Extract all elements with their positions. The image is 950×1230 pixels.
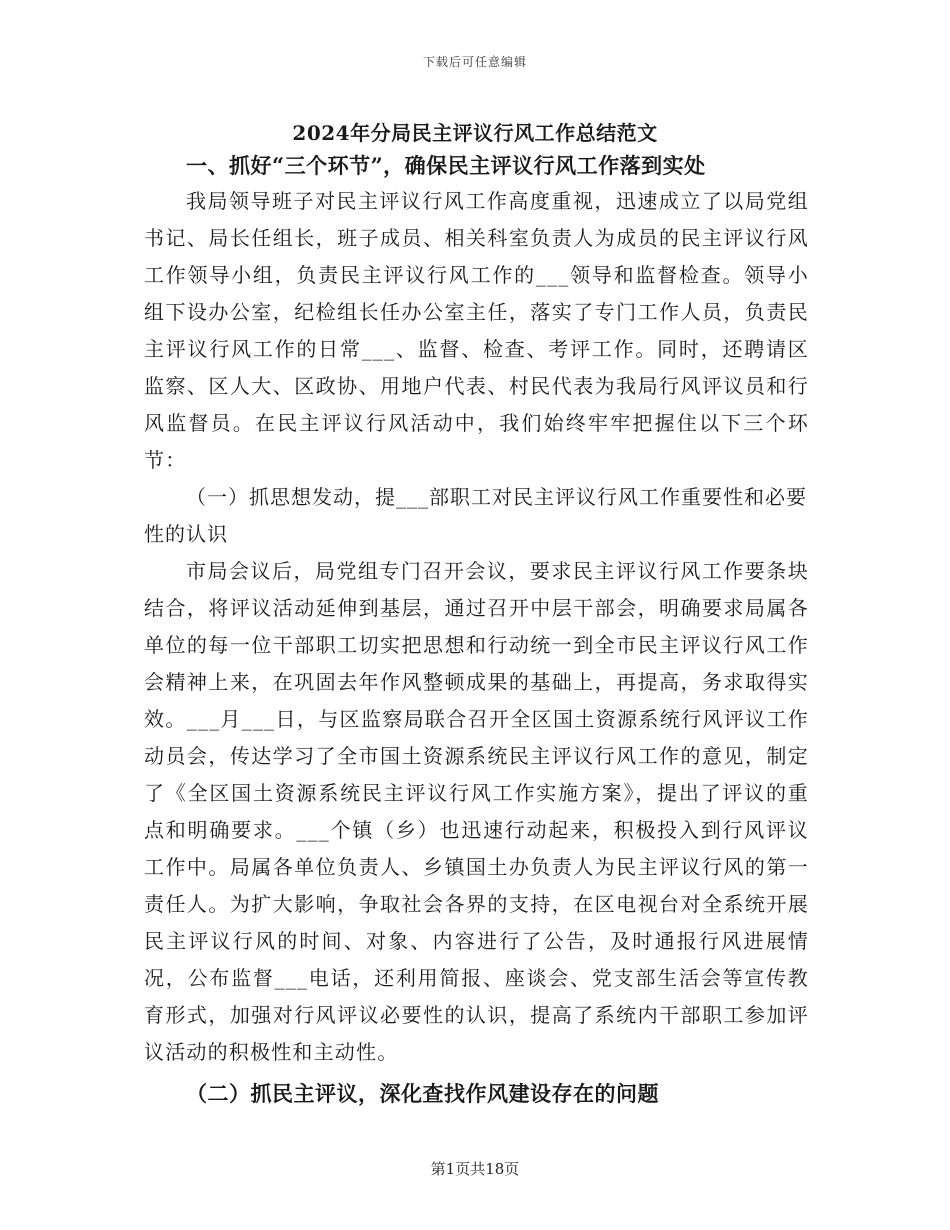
document-body bbox=[144, 183, 809, 1112]
document-title: 2024年分局民主评议行风工作总结范文 bbox=[292, 121, 658, 145]
page-footer: 第1页共18页 bbox=[430, 1160, 520, 1178]
header-note: 下载后可任意编辑 bbox=[422, 55, 527, 69]
section-heading: 一、抓好“三个环节”，确保民主评议行风工作落到实处 bbox=[186, 153, 706, 178]
paragraph-intro: 我局领导班子对民主评议行风工作高度重视，迅速成立了以局党组书记、局长任组长，班子成员、相关科室负责人为成员的民主评议行风工作领导小组，负责民主评议行风工作的___领导和监督检查。领导小组下设办公室，纪检组长任办公室主任，落实了专门工作人员，负责民主评议行风工作的日常___、监督、检查、考评工作。同时，还聘请区监察、区人大、区政协、用地户代表、村民代表为我局行风评议员和行风监督员。在民主评议行风活动中，我们始终牢牢把握住以下三个环节： bbox=[144, 189, 809, 472]
subheading-1: （一）抓思想发动，提___部职工对民主评议行风工作重要性和必要性的认识 bbox=[144, 485, 807, 546]
subheading-2: （二）抓民主评议，深化查找作风建设存在的问题 bbox=[186, 1081, 659, 1106]
paragraph-body: 市局会议后，局党组专门召开会议，要求民主评议行风工作要条块结合，将评议活动延伸到基层，通过召开中层干部会，明确要求局属各单位的每一位干部职工切实把思想和行动统一到全市民主评议行风工作会精神上来，在巩固去年作风整顿成果的基础上，再提高，务求取得实效。___月___日，与区监察局联合召开全区国土资源系统行风评议工作动员会，传达学习了全市国土资源系统民主评议行风工作的意见，制定了《全区国土资源系统民主评议行风工作实施方案》，提出了评议的重点和明确要求。___个镇（乡）也迅速行动起来，积极投入到行风评议工作中。局属各单位负责人、乡镇国土办负责人为民主评议行风的第一责任人。为扩大影响，争取社会各界的支持，在区电视台对全系统开展民主评议行风的时间、对象、内容进行了公告，及时通报行风进展情况，公布监督___电话，还利用简报、座谈会、党支部生活会等宣传教育形式，加强对行风评议必要性的认识，提高了系统内干部职工参加评议活动的积极性和主动性。 bbox=[144, 559, 809, 1064]
